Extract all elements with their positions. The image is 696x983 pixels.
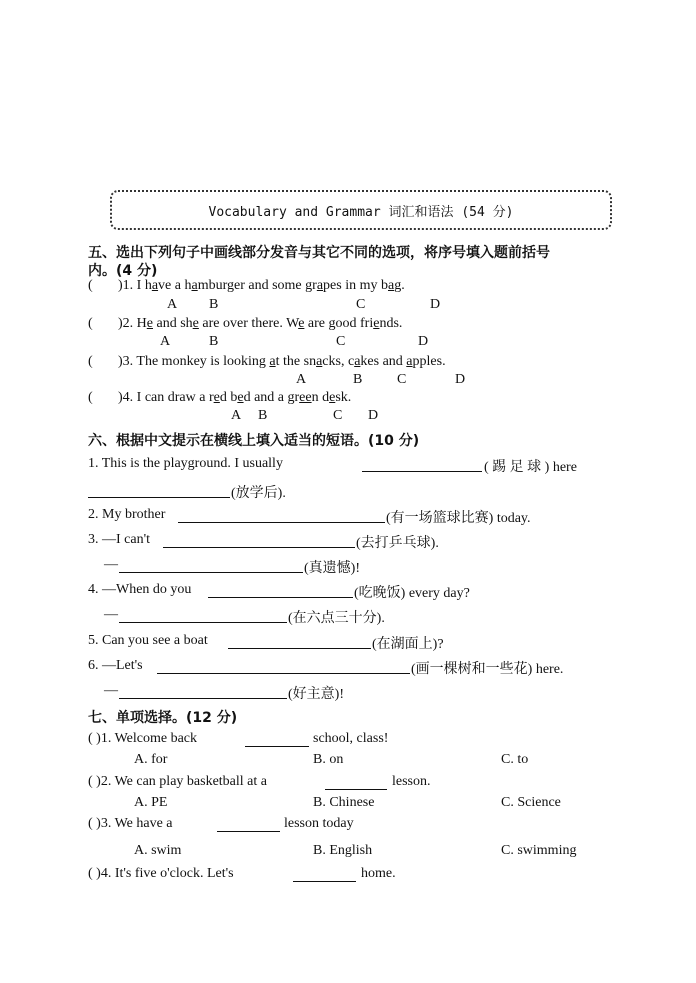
sec6-q3-hint2: (真遗憾)! [304, 561, 360, 576]
banner-text: Vocabulary and Grammar 词汇和语法 (54 分) [208, 204, 514, 220]
sec6-q1-start: 1. This is the playground. I usually [88, 456, 283, 471]
answer-blank[interactable] [163, 533, 355, 548]
choice-a[interactable]: A. for [134, 752, 168, 767]
choice-b[interactable]: B. on [313, 752, 344, 767]
option-letter: B [209, 334, 219, 349]
choice-b[interactable]: B. English [313, 843, 373, 858]
answer-blank[interactable] [157, 659, 410, 674]
answer-blank[interactable] [245, 732, 309, 747]
sec6-q6-hint2: (好主意)! [288, 687, 344, 702]
sec7-q2-stem-end: lesson. [392, 774, 431, 789]
option-letter: C [333, 408, 343, 423]
sec5-question-2: ( )2. He and she are over there. We are good friends. [88, 316, 403, 331]
answer-blank[interactable] [325, 775, 387, 790]
sec6-q4-start: 4. —When do you [88, 582, 192, 597]
answer-blank[interactable] [362, 457, 482, 472]
option-letter: D [430, 297, 441, 312]
option-letter: D [455, 372, 466, 387]
option-letter: A [167, 297, 178, 312]
sec6-q3-start: 3. —I can't [88, 532, 151, 547]
option-letter: C [336, 334, 346, 349]
sec6-q5-start: 5. Can you see a boat [88, 633, 208, 648]
sec6-q6-hint: (画一棵树和一些花) here. [411, 662, 564, 677]
sec5-question-1: ( )1. I have a hamburger and some grapes in my bag. [88, 278, 405, 293]
sec5-title-line1: 五、选出下列句子中画线部分发音与其它不同的选项，将序号填入题前括号 [88, 245, 550, 261]
sec7-q1-stem-end: school, class! [313, 731, 389, 746]
option-letter: A [231, 408, 242, 423]
choice-a[interactable]: A. PE [134, 795, 168, 810]
option-letter: C [397, 372, 407, 387]
option-letter: D [368, 408, 379, 423]
sec7-q2-stem: ( )2. We can play basketball at a [88, 774, 267, 789]
choice-c[interactable]: C. Science [501, 795, 561, 810]
option-letter: B [258, 408, 268, 423]
option-letter: A [160, 334, 171, 349]
option-letter: A [296, 372, 307, 387]
sec6-q6-start: 6. —Let's [88, 658, 143, 673]
sec6-q1-hint: ( 踢 足 球 ) here [484, 460, 577, 475]
answer-blank[interactable] [293, 867, 356, 882]
choice-c[interactable]: C. swimming [501, 843, 577, 858]
answer-blank[interactable] [217, 817, 280, 832]
option-letter: C [356, 297, 366, 312]
sec6-q5-hint: (在湖面上)? [372, 637, 444, 652]
sec6-q4-hint2: (在六点三十分). [288, 611, 385, 626]
sec5-question-4: ( )4. I can draw a red bed and a green desk. [88, 390, 352, 405]
answer-blank[interactable] [119, 608, 287, 623]
sec7-q3-stem: ( )3. We have a [88, 816, 173, 831]
sec7-q4-stem-end: home. [361, 866, 396, 881]
sec7-q3-stem-end: lesson today [284, 816, 354, 831]
sec6-q1-hint2: (放学后). [231, 486, 286, 501]
option-letter: B [353, 372, 363, 387]
sec6-q4-hint: (吃晚饭) every day? [354, 586, 470, 601]
dash: — [104, 557, 118, 572]
sec5-question-3: ( )3. The monkey is looking at the snacks, cakes and apples. [88, 354, 446, 369]
answer-blank[interactable] [228, 634, 371, 649]
section-banner [110, 190, 612, 230]
answer-blank[interactable] [119, 684, 287, 699]
choice-c[interactable]: C. to [501, 752, 529, 767]
answer-blank[interactable] [178, 508, 385, 523]
sec7-q4-stem: ( )4. It's five o'clock. Let's [88, 866, 234, 881]
sec6-q2-hint: (有一场篮球比赛) today. [386, 511, 531, 526]
answer-blank[interactable] [208, 583, 353, 598]
sec7-title: 七、单项选择。(12 分) [88, 710, 238, 726]
sec6-q2-start: 2. My brother [88, 507, 166, 522]
sec7-q1-stem: ( )1. Welcome back [88, 731, 198, 746]
sec5-title-line2: 内。(4 分) [88, 263, 158, 279]
option-letter: B [209, 297, 219, 312]
option-letter: D [418, 334, 429, 349]
sec6-q3-hint: (去打乒乓球). [356, 536, 439, 551]
dash: — [104, 683, 118, 698]
sec6-title: 六、根据中文提示在横线上填入适当的短语。(10 分) [88, 433, 420, 449]
dash: — [104, 607, 118, 622]
choice-a[interactable]: A. swim [134, 843, 182, 858]
choice-b[interactable]: B. Chinese [313, 795, 375, 810]
answer-blank[interactable] [88, 483, 230, 498]
answer-blank[interactable] [119, 558, 303, 573]
